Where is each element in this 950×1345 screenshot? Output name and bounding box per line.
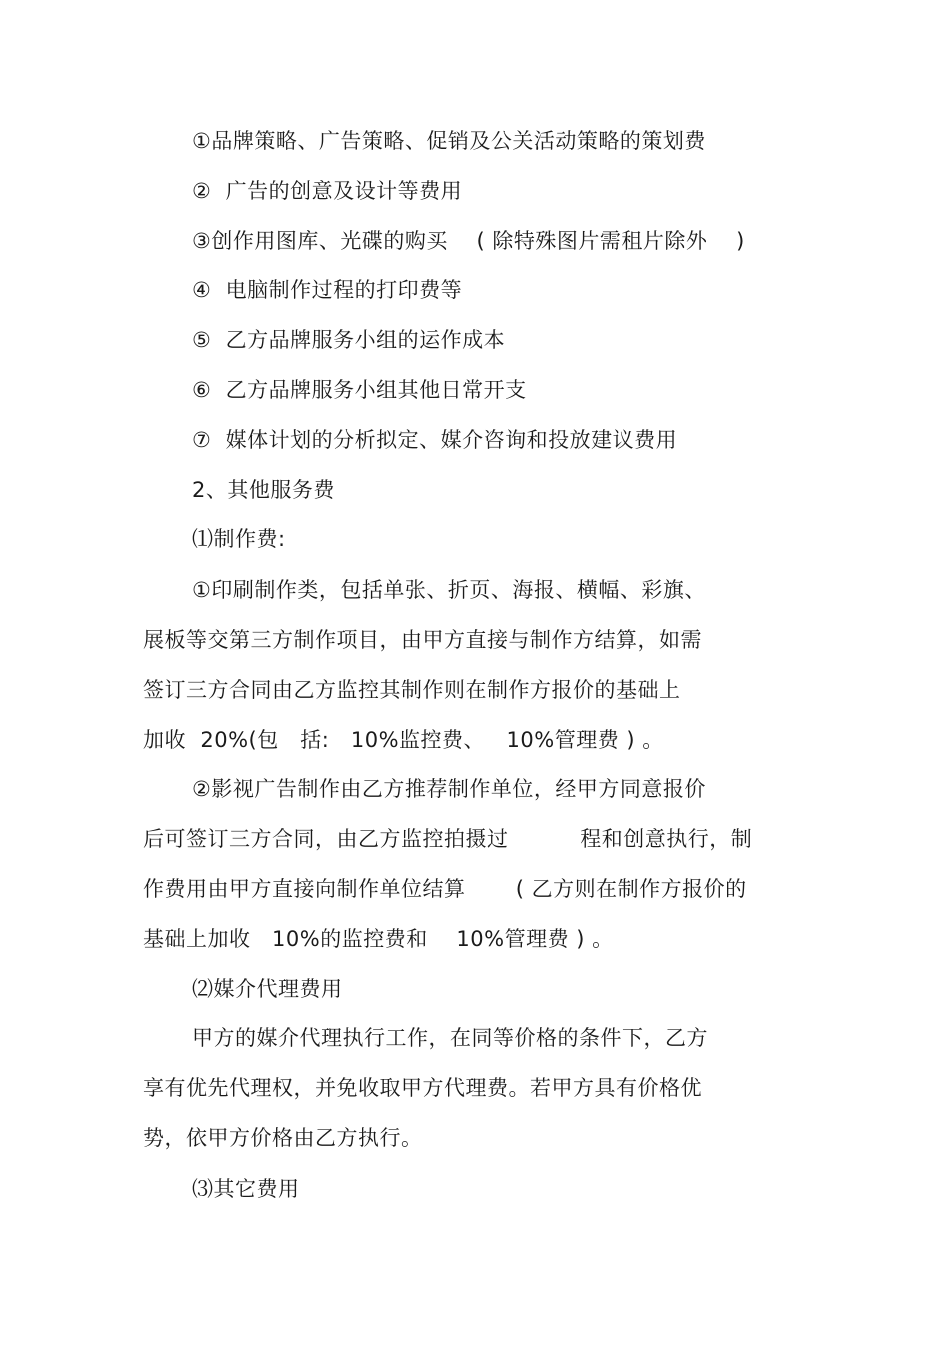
list-item-6: ⑥ 乙方品牌服务小组其他日常开支: [192, 378, 527, 402]
list-item-7: ⑦ 媒体计划的分析拟定、媒介咨询和投放建议费用: [192, 428, 678, 452]
paragraph-line: 展板等交第三方制作项目，由甲方直接与制作方结算，如需: [143, 628, 702, 652]
paragraph-line: 享有优先代理权，并免收取甲方代理费。若甲方具有价格优: [143, 1076, 702, 1100]
paragraph-line: 基础上加收 10%的监控费和 10%管理费 ) 。: [143, 927, 614, 951]
paragraph-line: 甲方的媒介代理执行工作，在同等价格的条件下，乙方: [192, 1026, 708, 1050]
paragraph-line: 后可签订三方合同，由乙方监控拍摄过 程和创意执行，制: [143, 827, 753, 851]
list-item-2: ② 广告的创意及设计等费用: [192, 179, 463, 203]
list-item-3: ③创作用图库、光碟的购买 ( 除特殊图片需租片除外 ): [192, 229, 745, 253]
subsection-heading: ⑴制作费:: [192, 527, 286, 551]
paragraph-line: 加收 20%(包 括: 10%监控费、 10%管理费 ) 。: [143, 728, 664, 752]
paragraph-line: ①印刷制作类，包括单张、折页、海报、横幅、彩旗、: [192, 578, 706, 602]
list-item-5: ⑤ 乙方品牌服务小组的运作成本: [192, 328, 506, 352]
list-item-4: ④ 电脑制作过程的打印费等: [192, 278, 463, 302]
subsection-heading: ⑶其它费用: [192, 1177, 300, 1201]
list-item-1: ①品牌策略、广告策略、促销及公关活动策略的策划费: [192, 129, 706, 153]
paragraph-line: 势，依甲方价格由乙方执行。: [143, 1126, 423, 1150]
section-heading: 2、其他服务费: [192, 478, 335, 502]
paragraph-line: 作费用由甲方直接向制作单位结算 ( 乙方则在制作方报价的: [143, 877, 747, 901]
paragraph-line: 签订三方合同由乙方监控其制作则在制作方报价的基础上: [143, 678, 681, 702]
paragraph-line: ②影视广告制作由乙方推荐制作单位，经甲方同意报价: [192, 777, 706, 801]
subsection-heading: ⑵媒介代理费用: [192, 977, 343, 1001]
